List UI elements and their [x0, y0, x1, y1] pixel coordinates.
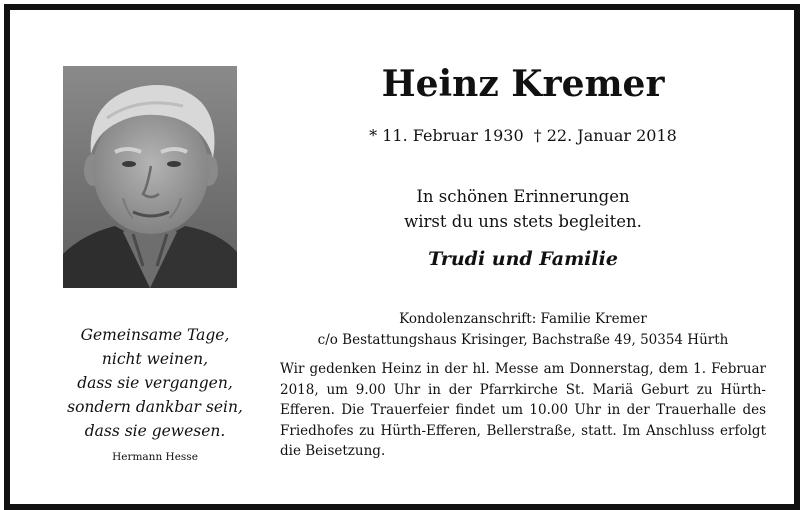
poem	[38, 323, 272, 443]
death-date: † 22. Januar 2018	[533, 126, 677, 145]
quote-line: wirst du uns stets begleiten.	[404, 212, 642, 231]
quote-line: In schönen Erinnerungen	[416, 187, 630, 206]
condolence-address	[278, 309, 768, 351]
poem-line: dass sie vergangen,	[77, 374, 233, 392]
portrait-icon	[63, 66, 237, 288]
birth-date: * 11. Februar 1930	[369, 126, 524, 145]
condolence-line: c/o Bestattungshaus Krisinger, Bachstraße 49, 50354 Hürth	[317, 332, 729, 348]
condolence-line: Kondolenzanschrift: Familie Kremer	[399, 311, 647, 327]
memorial-quote	[278, 184, 768, 234]
poem-line: dass sie gewesen.	[84, 422, 226, 440]
obituary-notice	[4, 4, 800, 510]
poem-author: Hermann Hesse	[112, 451, 198, 463]
poem-line: nicht weinen,	[101, 350, 209, 368]
poem-line: sondern dankbar sein,	[67, 398, 243, 416]
deceased-name: Heinz Kremer	[381, 63, 665, 105]
poem-line: Gemeinsame Tage,	[80, 326, 230, 344]
portrait-photo	[63, 66, 237, 288]
service-announcement: Wir gedenken Heinz in der hl. Messe am Donnerstag, dem 1. Februar 2018, um 9.00 Uhr in der Pfarrkirche St. Mariä Geburt zu Hürth-Efferen. Die Trauerfeier findet um 10.00 Uhr in der Trauerhalle des Friedhofes zu Hürth-Efferen, Bellerstraße, statt. Im Anschluss erfolgt die Beisetzung.	[280, 361, 766, 459]
family-signature: Trudi und Familie	[428, 248, 618, 270]
life-dates	[278, 126, 768, 145]
